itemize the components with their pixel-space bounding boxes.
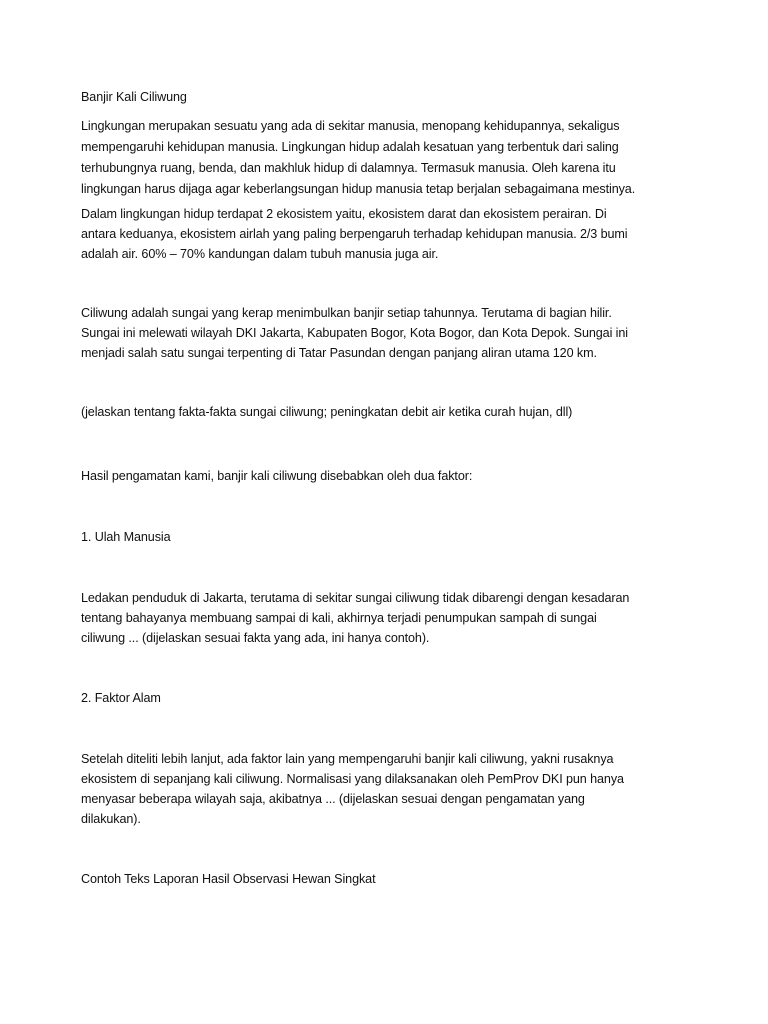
footer-heading: Contoh Teks Laporan Hasil Observasi Hewan Singkat [81, 872, 376, 886]
section-heading-1: 1. Ulah Manusia [81, 530, 171, 544]
paragraph-line: tentang bahayanya membuang sampai di kali, akhirnya terjadi penumpukan sampah di sungai [81, 611, 597, 625]
paragraph-line: menyasar beberapa wilayah saja, akibatnya ... (dijelaskan sesuai dengan pengamatan yang [81, 792, 585, 806]
document-title: Banjir Kali Ciliwung [81, 90, 187, 104]
paragraph-line: Sungai ini melewati wilayah DKI Jakarta, Kabupaten Bogor, Kota Bogor, dan Kota Depok. Sungai ini [81, 326, 628, 340]
paragraph-line: Ledakan penduduk di Jakarta, terutama di sekitar sungai ciliwung tidak dibarengi dengan kesadaran [81, 591, 630, 605]
paragraph-line: menjadi salah satu sungai terpenting di Tatar Pasundan dengan panjang aliran utama 120 km. [81, 346, 597, 360]
paragraph-line: Setelah diteliti lebih lanjut, ada faktor lain yang mempengaruhi banjir kali ciliwung, yakni rusaknya [81, 752, 614, 766]
paragraph-line: adalah air. 60% – 70% kandungan dalam tubuh manusia juga air. [81, 247, 439, 261]
note-text: (jelaskan tentang fakta-fakta sungai ciliwung; peningkatan debit air ketika curah hujan, dll) [81, 405, 573, 419]
paragraph-line: ciliwung ... (dijelaskan sesuai fakta yang ada, ini hanya contoh). [81, 631, 430, 645]
paragraph-line: dilakukan). [81, 812, 141, 826]
paragraph-line: lingkungan harus dijaga agar keberlangsungan hidup manusia tetap berjalan sebagaimana mestinya. [81, 182, 636, 196]
paragraph-line: Lingkungan merupakan sesuatu yang ada di sekitar manusia, menopang kehidupannya, sekaligus [81, 119, 620, 133]
paragraph-line: antara keduanya, ekosistem airlah yang paling berpengaruh terhadap kehidupan manusia. 2/3 bumi [81, 227, 628, 241]
paragraph-line: Dalam lingkungan hidup terdapat 2 ekosistem yaitu, ekosistem darat dan ekosistem perairan. Di [81, 207, 607, 221]
paragraph-line: Ciliwung adalah sungai yang kerap menimbulkan banjir setiap tahunnya. Terutama di bagian hilir. [81, 306, 612, 320]
paragraph-line: ekosistem di sepanjang kali ciliwung. Normalisasi yang dilaksanakan oleh PemProv DKI pun hanya [81, 772, 624, 786]
paragraph-line: terhubungnya ruang, benda, dan makhluk hidup di dalamnya. Termasuk manusia. Oleh karena itu [81, 161, 616, 175]
section-heading-2: 2. Faktor Alam [81, 691, 161, 705]
paragraph-line: mempengaruhi kehidupan manusia. Lingkungan hidup adalah kesatuan yang terbentuk dari saling [81, 140, 619, 154]
intro-text: Hasil pengamatan kami, banjir kali ciliwung disebabkan oleh dua faktor: [81, 469, 473, 483]
